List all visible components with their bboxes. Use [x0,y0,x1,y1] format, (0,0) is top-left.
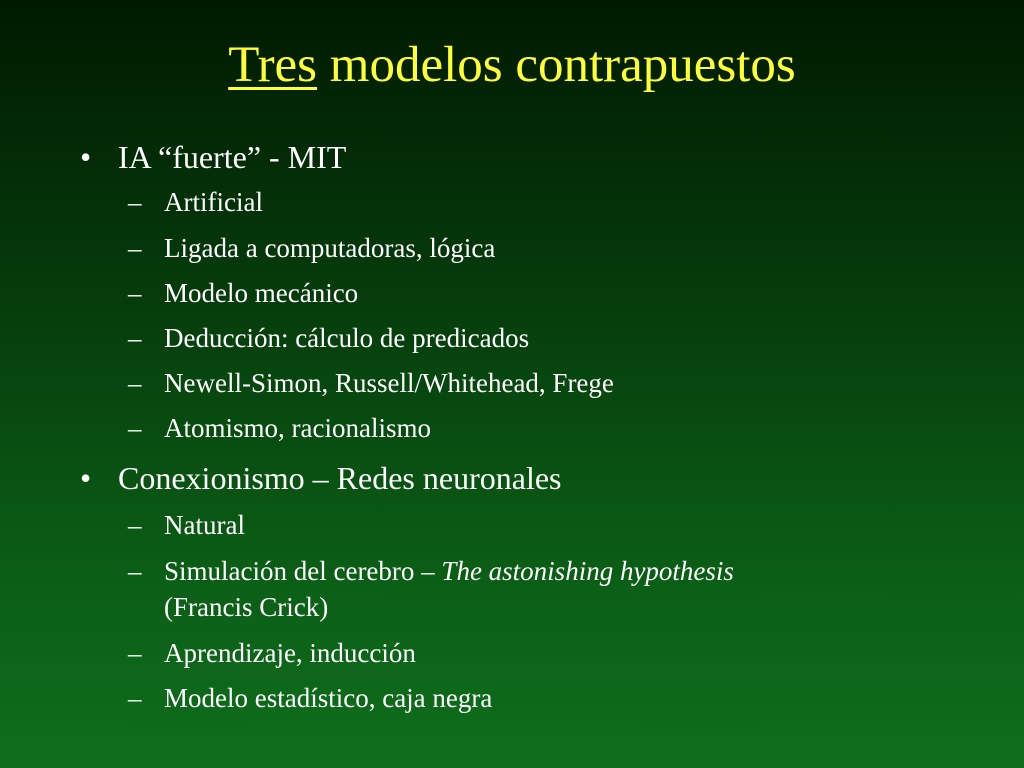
dash-marker: – [128,638,142,668]
sub-bullet-text: Newell-Simon, Russell/Whitehead, Frege [164,368,614,398]
dash-marker: – [128,368,142,398]
dash-marker: – [128,187,142,217]
dash-marker: – [128,556,142,586]
sub-bullet-text-line2: (Francis Crick) [164,592,329,622]
title-rest: modelos contrapuestos [317,37,796,93]
sub-bullet-plain-part: Simulación del cerebro – [164,556,442,586]
sub-bullet-text: Artificial [164,187,263,217]
bullet-marker: • [80,460,92,496]
dash-marker: – [128,278,142,308]
bullet-text: Conexionismo – Redes neuronales [118,460,562,496]
title-underlined-word: Tres [228,37,318,93]
slide-title [0,30,1024,100]
dash-marker: – [128,413,142,443]
sub-bullet-text: Ligada a computadoras, lógica [164,233,496,263]
sub-bullet-text: Deducción: cálculo de predicados [164,323,530,353]
sub-bullet-text: Modelo estadístico, caja negra [164,683,493,713]
sub-bullet-text: Modelo mecánico [164,278,359,308]
dash-marker: – [128,510,142,540]
bullet-text: IA “fuerte” - MIT [118,139,347,175]
sub-bullet-text: Atomismo, racionalismo [164,413,431,443]
dash-marker: – [128,683,142,713]
sub-bullet-text: Aprendizaje, inducción [164,638,416,668]
bullet-marker: • [80,139,92,175]
sub-bullet-text: Natural [164,510,245,540]
dash-marker: – [128,323,142,353]
dash-marker: – [128,233,142,263]
sub-bullet-text [164,554,734,588]
book-title: The astonishing hypothesis [441,556,734,586]
